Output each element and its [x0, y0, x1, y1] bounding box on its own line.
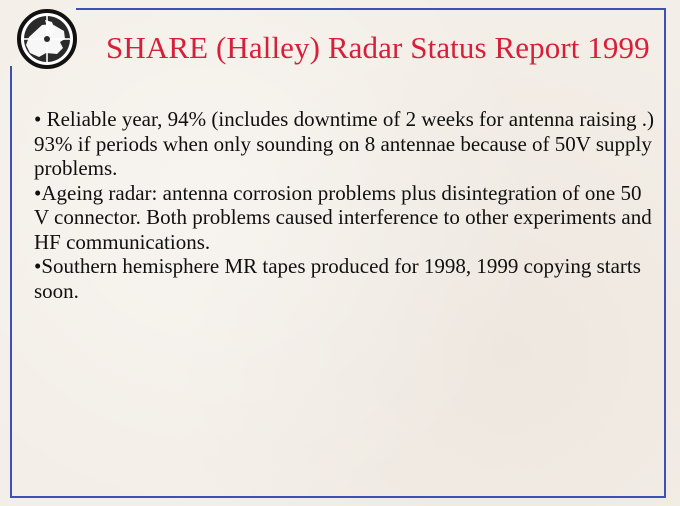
bullet-ageing-radar: •Ageing radar: antenna corrosion problems plus disintegration of one 50 V connector. Both problems caused interference to other experiments and HF communications. [34, 180, 652, 254]
bullet-mr-tapes: •Southern hemisphere MR tapes produced for 1998, 1999 copying starts soon. [34, 254, 641, 303]
frame-right-line [664, 8, 666, 498]
frame-bottom-line [10, 496, 666, 498]
status-report-content [34, 107, 654, 303]
antarctica-emblem-icon [16, 8, 78, 70]
frame-left-line [10, 66, 12, 496]
frame-top-line [76, 8, 666, 10]
bullet-reliability: • Reliable year, 94% (includes downtime of 2 weeks for antenna raising .) 93% if periods when only sounding on 8 antennae because of 50V supply problems. [34, 107, 654, 180]
page-title: SHARE (Halley) Radar Status Report 1999 [106, 30, 650, 65]
